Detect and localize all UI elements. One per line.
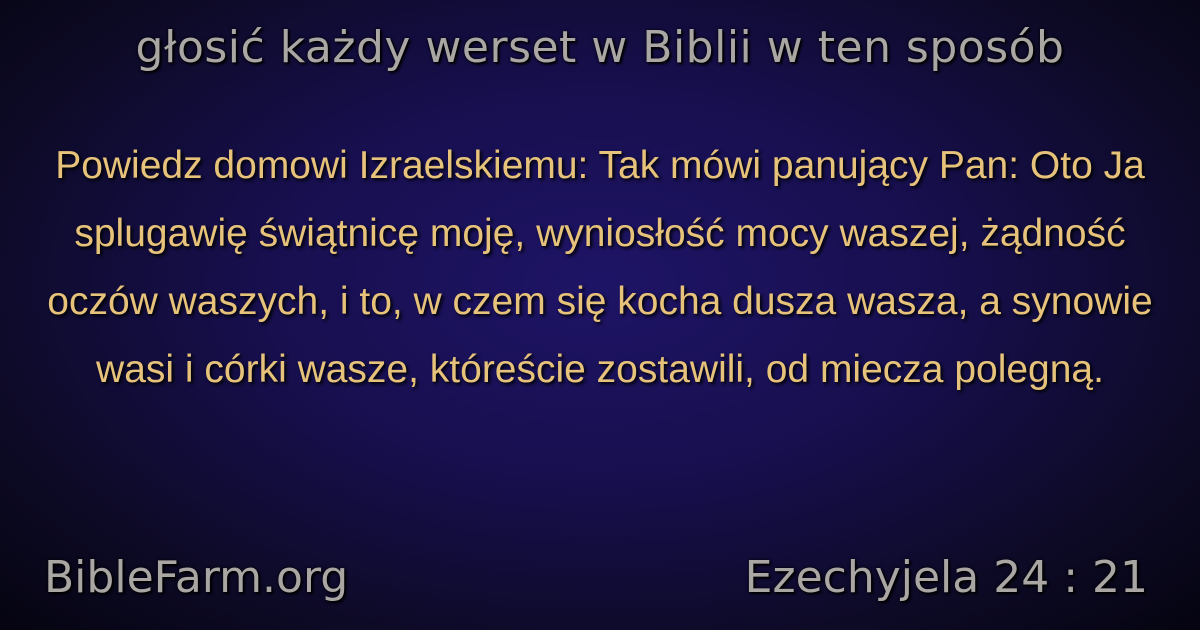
site-name: BibleFarm.org (44, 552, 349, 603)
verse-text: Powiedz domowi Izraelskiemu: Tak mówi panujący Pan: Oto Ja splugawię świątnicę moję, wyniosłość mocy waszej, żądność oczów waszych, i to, w czem się kocha dusza wasza, a synowie wasi i córki wasze, któreście zostawili, od miecza polegną. (47, 144, 1153, 391)
page-title: głosić każdy werset w Biblii w ten sposób (135, 22, 1065, 73)
verse-reference: Ezechyjela 24 : 21 (744, 552, 1148, 603)
